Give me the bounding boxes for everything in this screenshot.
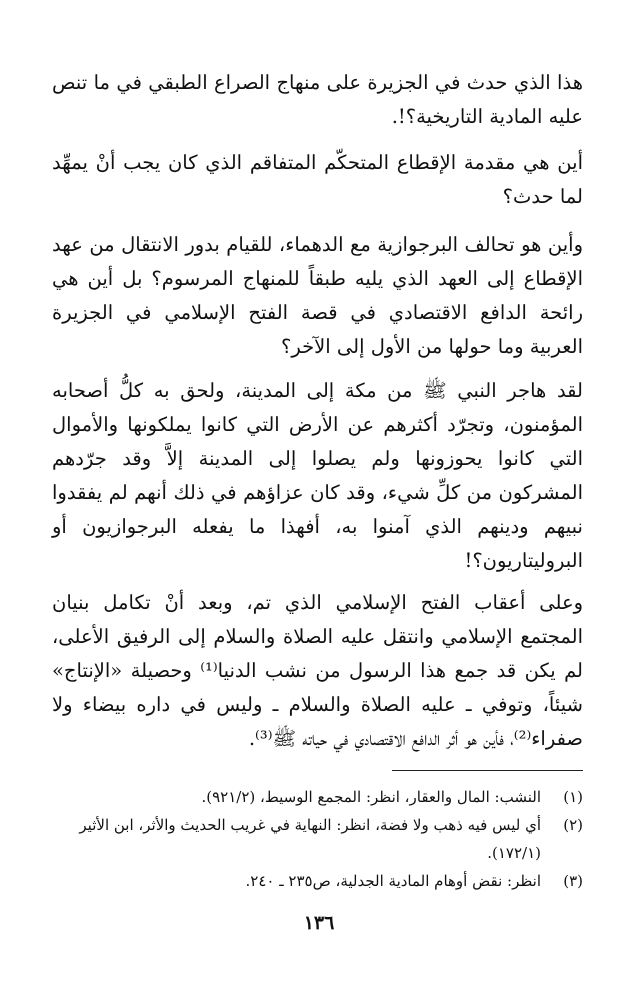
page-number: ١٣٦ <box>303 912 335 934</box>
footnote-1 <box>52 783 583 811</box>
footnote-number: (٣) <box>563 872 583 890</box>
footnote-number: (١) <box>563 788 583 806</box>
footnote-divider <box>392 770 583 771</box>
paragraph-2: أين هي مقدمة الإقطاع المتحكّم المتفاقم الذي كان يجب أنْ يمهِّد لما حدث؟ <box>52 151 583 208</box>
paragraph-4: لقد هاجر النبي ﷺ من مكة إلى المدينة، ولحق به كلُّ أصحابه المؤمنون، وتجرّد أكثرهم عن الأرض التي كانوا يملكونها والأموال التي كانوا يحوزونها ولم يصلوا إلى المدينة إلاَّ وقد جرّدهم المشركون من كلِّ شيء، وقد كان عزاؤهم في ذلك أنهم لم يفقدوا نبيهم ودينهم الذي آمنوا به، أفهذا ما يفعله البرجوازيون أو البروليتاريون؟! <box>52 379 583 572</box>
paragraph-5: وعلى أعقاب الفتح الإسلامي الذي تم، وبعد أنْ تكامل بنيان المجتمع الإسلامي وانتقل عليه الصلاة والسلام إلى الرفيق الأعلى، لم يكن قد جمع هذا الرسول من نشب الدنيا⁽¹⁾ وحصيلة «الإنتاج» شيئاً، وتوفي ـ عليه الصلاة والسلام ـ وليس في داره بيضاء ولا صفراء⁽²⁾، فأين هو أثر الدافع الاقتصادي في حياته ﷺ⁽³⁾. <box>52 591 583 750</box>
footnote-2 <box>52 811 583 867</box>
paragraph-1: هذا الذي حدث في الجزيرة على منهاج الصراع الطبقي في ما تنص عليه المادية التاريخية؟!. <box>52 71 583 128</box>
footnote-text: النشب: المال والعقار، انظر: المجمع الوسيط، (٩٢١/٢). <box>201 788 541 806</box>
footnote-text: أي ليس فيه ذهب ولا فضة، انظر: النهاية في غريب الحديث والأثر، ابن الأثير (١٧٢/١). <box>79 816 541 862</box>
paragraph-3: وأين هو تحالف البرجوازية مع الدهماء، للقيام بدور الانتقال من عهد الإقطاع إلى العهد الذي يليه طبقاً للمنهاج المرسوم؟ بل أين هي رائحة الدافع الاقتصادي في قصة الفتح الإسلامي في الجزيرة العربية وما حولها من الأول إلى الآخر؟ <box>52 233 583 358</box>
footnote-3 <box>52 867 583 895</box>
footnote-number: (٢) <box>563 816 583 834</box>
footnotes <box>52 783 583 895</box>
footnote-text: انظر: نقض أوهام المادية الجدلية، ص٢٣٥ ـ ٢٤٠. <box>245 872 541 890</box>
